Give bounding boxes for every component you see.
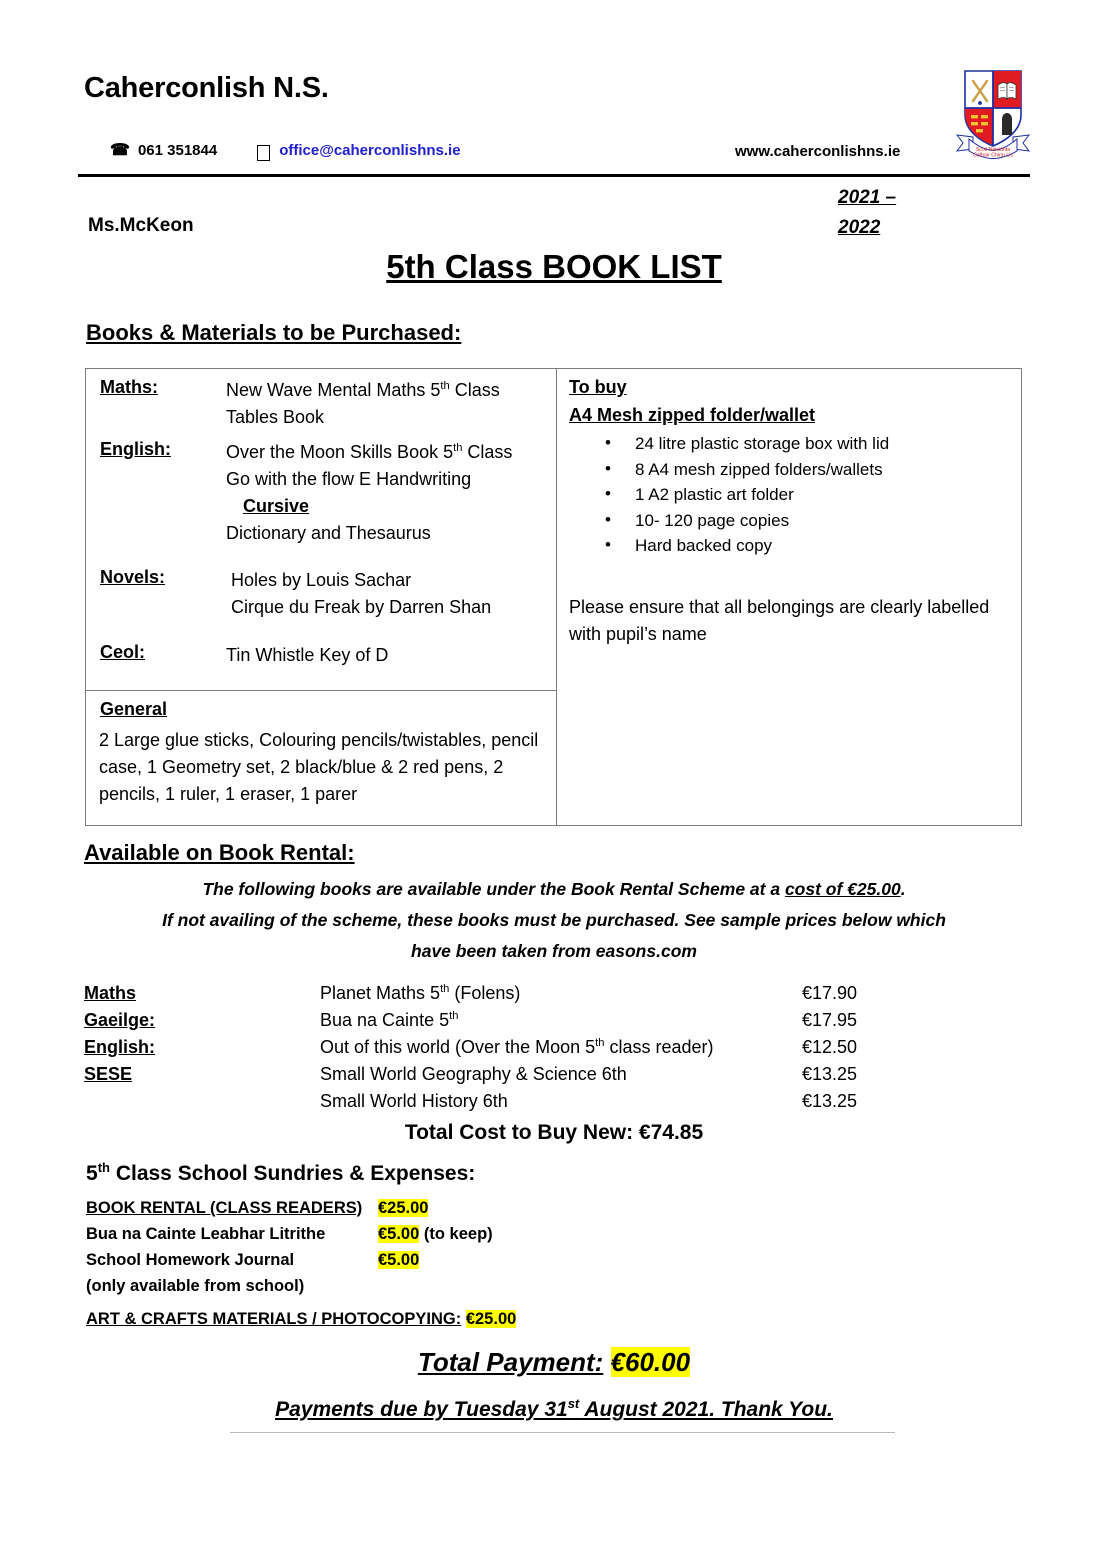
email-link[interactable]: office@caherconlishns.ie xyxy=(279,142,461,159)
list-item-cursive: Cursive xyxy=(243,496,310,516)
sundry-amount: €5.00 (to keep) xyxy=(378,1225,493,1243)
price-subject: Maths xyxy=(84,983,137,1003)
subjects-cell xyxy=(86,369,556,691)
sundry-amount: €25.00 xyxy=(378,1199,429,1217)
page-title-text: 5th Class BOOK LIST xyxy=(386,248,722,285)
phone-icon: ☎ xyxy=(110,141,130,159)
list-item: • 1 A2 plastic art folder xyxy=(635,482,1085,508)
table-row xyxy=(86,1247,686,1273)
page-title xyxy=(0,248,1108,286)
art-crafts-line: ART & CRAFTS MATERIALS / PHOTOCOPYING: €25.00 xyxy=(86,1310,517,1328)
school-year-line1: 2021 – xyxy=(838,187,897,208)
school-name: Caherconlish N.S. xyxy=(84,72,329,104)
price-book-title: Small World History 6th xyxy=(320,1091,508,1111)
table-row xyxy=(84,980,1024,1007)
list-item: • 8 A4 mesh zipped folders/wallets xyxy=(635,457,1085,483)
list-item: • 24 litre plastic storage box with lid xyxy=(635,431,1085,457)
list-item: Dictionary and Thesaurus xyxy=(226,523,431,543)
sundries-list xyxy=(86,1195,686,1299)
svg-text:Cathair Chinn Lis: Cathair Chinn Lis xyxy=(973,152,1013,159)
list-item: • 10- 120 page copies xyxy=(635,508,1085,534)
payments-due-line xyxy=(0,1398,1108,1422)
materials-table xyxy=(85,368,1022,826)
school-year-line2: 2022 xyxy=(838,217,881,238)
list-item: Cirque du Freak by Darren Shan xyxy=(231,597,492,617)
envelope-icon xyxy=(257,145,270,161)
sundry-name: BOOK RENTAL (CLASS READERS) xyxy=(86,1199,363,1217)
to-buy-heading: To buy xyxy=(569,377,627,397)
price-book-title: Out of this world (Over the Moon 5th class reader) xyxy=(320,1037,714,1057)
table-row xyxy=(84,1061,1024,1088)
list-item: Holes by Louis Sachar xyxy=(231,570,412,590)
teacher-name: Ms.McKeon xyxy=(88,215,194,236)
table-row xyxy=(86,1195,686,1221)
price-amount: €13.25 xyxy=(802,1064,858,1084)
general-body: 2 Large glue sticks, Colouring pencils/twistables, pencil case, 1 Geometry set, 2 black/blue & 2 red pens, 2 pencils, 1 ruler, 1 eraser, 1 parer xyxy=(99,730,539,804)
school-year xyxy=(838,183,896,243)
rental-intro-line2: If not availing of the scheme, these books must be purchased. See sample prices below which xyxy=(162,910,946,930)
price-amount: €17.90 xyxy=(802,983,858,1003)
total-payment-line: Total Payment: €60.00 xyxy=(417,1347,691,1377)
price-amount: €12.50 xyxy=(802,1037,858,1057)
materials-table-left-column xyxy=(86,369,557,825)
table-row xyxy=(86,1273,686,1299)
price-book-title: Small World Geography & Science 6th xyxy=(320,1064,627,1084)
price-subject: SESE xyxy=(84,1064,133,1084)
general-cell xyxy=(86,691,556,827)
footer-divider xyxy=(230,1432,895,1433)
price-amount: €17.95 xyxy=(802,1010,858,1030)
subject-items-english xyxy=(226,439,512,547)
price-subject: English: xyxy=(84,1037,155,1057)
rental-price-list xyxy=(84,980,1024,1115)
rental-intro xyxy=(94,874,1014,967)
subject-items-ceol xyxy=(226,642,388,669)
rental-intro-line1: The following books are available under the Book Rental Scheme at a cost of €25.00. xyxy=(202,879,906,899)
table-row xyxy=(84,1007,1024,1034)
list-item: Go with the flow E Handwriting xyxy=(226,469,472,489)
payments-due-text: Payments due by Tuesday 31st August 2021. Thank You. xyxy=(275,1396,833,1421)
phone-number: 061 351844 xyxy=(137,142,218,159)
table-row xyxy=(86,1221,686,1247)
svg-text:Scoil Náisiúnta: Scoil Náisiúnta xyxy=(975,147,1011,153)
price-book-title: Planet Maths 5th (Folens) xyxy=(320,983,521,1003)
list-item: • Hard backed copy xyxy=(635,533,1085,559)
section-heading-rental: Available on Book Rental: xyxy=(84,840,355,865)
to-buy-list xyxy=(569,431,1085,559)
subject-items-novels xyxy=(231,567,491,621)
to-buy-cell xyxy=(557,369,1023,825)
subject-label-ceol: Ceol: xyxy=(100,642,145,662)
list-item: New Wave Mental Maths 5th Class xyxy=(226,380,500,400)
price-subject: Gaeilge: xyxy=(84,1010,156,1030)
section-heading-sundries: 5th Class School Sundries & Expenses: xyxy=(86,1160,476,1185)
website-text: www.caherconlishns.ie xyxy=(735,143,901,160)
sundry-name: Bua na Cainte Leabhar Litrithe xyxy=(86,1225,326,1243)
price-book-title: Bua na Cainte 5th xyxy=(320,1010,459,1030)
list-item: Tin Whistle Key of D xyxy=(226,645,389,665)
subject-label-english: English: xyxy=(100,439,171,459)
list-item: Over the Moon Skills Book 5th Class xyxy=(226,442,513,462)
total-cost-new: Total Cost to Buy New: €74.85 xyxy=(404,1121,704,1144)
to-buy-subheading: A4 Mesh zipped folder/wallet xyxy=(569,405,816,425)
contact-row xyxy=(110,142,461,159)
sundry-name: (only available from school) xyxy=(86,1277,305,1295)
subject-label-novels: Novels: xyxy=(100,567,166,587)
to-buy-note: Please ensure that all belongings are clearly labelled with pupil’s name xyxy=(569,597,990,644)
list-item: Tables Book xyxy=(226,407,325,427)
section-heading-purchased: Books & Materials to be Purchased: xyxy=(86,320,462,345)
school-crest xyxy=(947,57,1039,162)
sundry-amount: €5.00 xyxy=(378,1251,420,1269)
rental-intro-line3: have been taken from easons.com xyxy=(411,941,697,961)
table-row xyxy=(84,1088,1024,1115)
sundry-name: School Homework Journal xyxy=(86,1251,295,1269)
subject-label-maths: Maths: xyxy=(100,377,158,397)
header-divider xyxy=(78,174,1030,177)
price-amount: €13.25 xyxy=(802,1091,858,1111)
general-heading: General xyxy=(100,699,168,719)
table-row xyxy=(84,1034,1024,1061)
subject-items-maths xyxy=(226,377,500,431)
